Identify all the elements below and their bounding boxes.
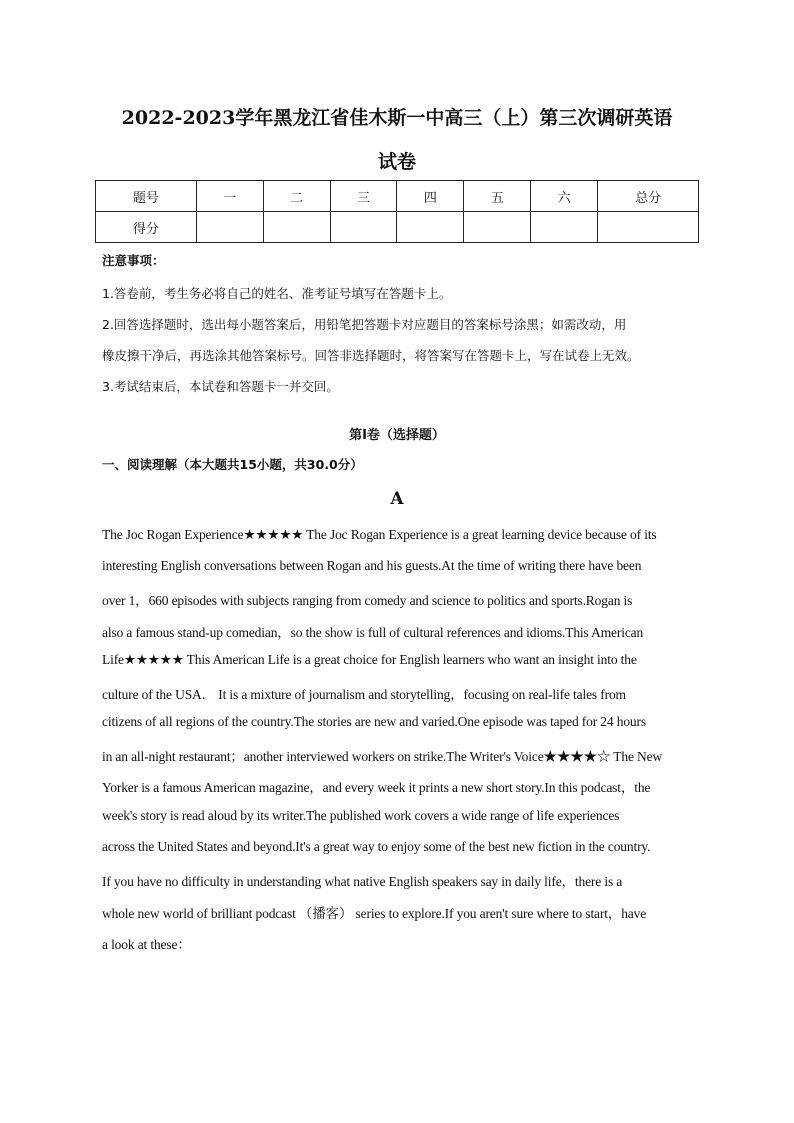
score-cell (598, 212, 699, 243)
score-cell (531, 212, 598, 243)
score-cell (196, 212, 263, 243)
score-header-cell: 二 (263, 181, 330, 212)
score-table-header-row (96, 181, 699, 212)
score-cell (464, 212, 531, 243)
score-cell (263, 212, 330, 243)
score-table (95, 180, 699, 243)
score-header-cell: 三 (330, 181, 397, 212)
notice-line: 2.回答选择题时，选出每小题答案后，用铅笔把答题卡对应题目的答案标号涂黑；如需改动，用 (102, 317, 627, 332)
score-header-cell: 一 (196, 181, 263, 212)
passage-line: a look at these： (102, 937, 191, 952)
passage-line: culture of the USA． It is a mixture of journalism and storytelling，focusing on real-life tales from (102, 687, 626, 702)
notice-line: 1.答卷前，考生务必将自己的姓名、准考证号填写在答题卡上。 (102, 286, 452, 301)
passage-label: A (390, 489, 404, 509)
passage-line: whole new world of brilliant podcast （播客） series to explore.If you aren't sure where to start，have (102, 906, 647, 921)
passage-line: If you have no difficulty in understanding what native English speakers say in daily life，there is a (102, 874, 623, 889)
passage-line: citizens of all regions of the country.The stories are new and varied.One episode was taped for 24 hours (102, 714, 646, 729)
score-header-cell: 总分 (598, 181, 699, 212)
notice-line: 橡皮擦干净后，再选涂其他答案标号。回答非选择题时，将答案写在答题卡上，写在试卷上无效。 (102, 348, 640, 363)
passage-line: over 1，660 episodes with subjects ranging from comedy and science to politics and sports.Rogan is (102, 593, 633, 608)
passage-line: in an all-night restaurant；another interviewed workers on strike.The Writer's Voice★★★★☆ The New (102, 749, 663, 764)
passage-line: week's story is read aloud by its writer.The published work covers a wide range of life experiences (102, 808, 620, 823)
passage-line: Life★★★★★ This American Life is a great choice for English learners who want an insight into the (102, 652, 637, 667)
notice-heading: 注意事项： (102, 253, 165, 268)
passage-line: The Joc Rogan Experience★★★★★ The Joc Rogan Experience is a great learning device because of its (102, 527, 657, 542)
passage-line: Yorker is a famous American magazine，and every week it prints a new short story.In this podcast，the (102, 780, 651, 795)
score-header-cell: 六 (531, 181, 598, 212)
score-header-cell: 四 (397, 181, 464, 212)
score-cell (397, 212, 464, 243)
exam-title-line-1: 2022-2023学年黑龙江省佳木斯一中高三（上）第三次调研英语 (121, 107, 673, 129)
passage-line: interesting English conversations between Rogan and his guests.At the time of writing there have been (102, 558, 642, 573)
passage-line: also a famous stand-up comedian，so the show is full of cultural references and idioms.This American (102, 625, 644, 640)
exam-title-line-2: 试卷 (377, 151, 416, 173)
score-row-label: 得分 (96, 212, 197, 243)
score-header-cell: 五 (464, 181, 531, 212)
passage-line: across the United States and beyond.It's a great way to enjoy some of the best new fiction in the country. (102, 839, 651, 854)
notice-line: 3.考试结束后，本试卷和答题卡一并交回。 (102, 379, 339, 394)
score-header-cell: 题号 (96, 181, 197, 212)
volume-title: 第Ⅰ卷（选择题） (349, 428, 445, 443)
score-cell (330, 212, 397, 243)
section-heading: 一、阅读理解（本大题共15小题，共30.0分） (102, 457, 363, 472)
score-table-score-row (96, 212, 699, 243)
